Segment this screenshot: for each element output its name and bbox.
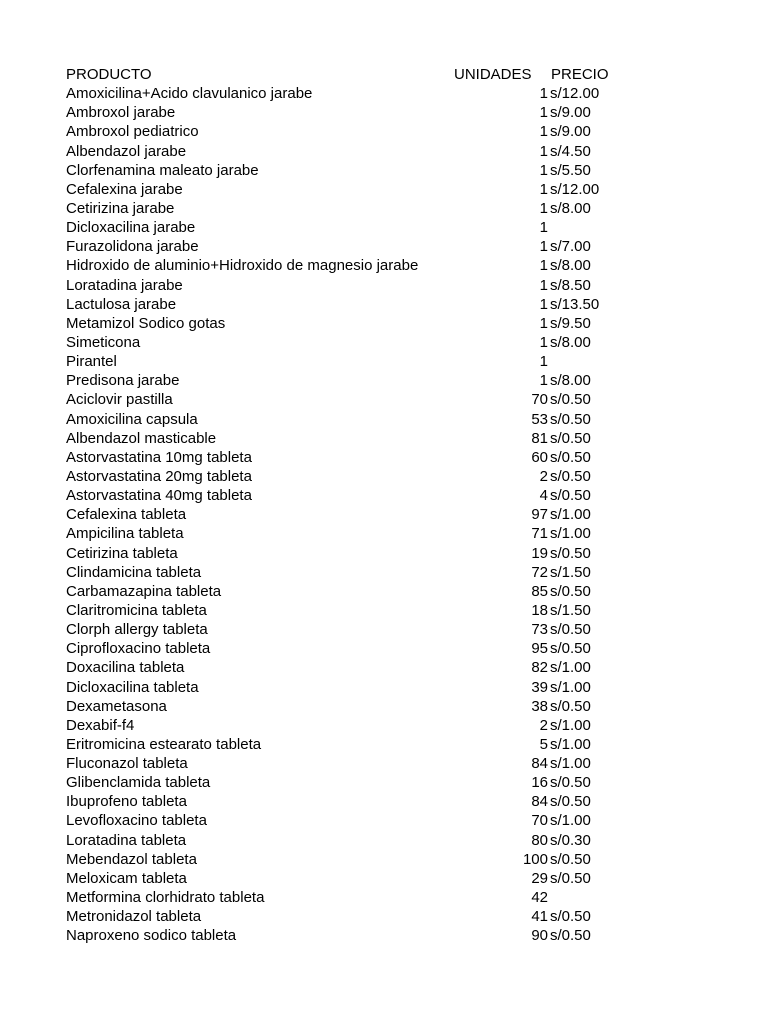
- table-row: [0, 237, 768, 256]
- units-value: 1: [539, 123, 548, 141]
- units-value: 18: [531, 601, 548, 619]
- price-value: s/7.00: [550, 238, 591, 256]
- units-value: 41: [531, 908, 548, 926]
- product-name: Astorvastatina 20mg tableta: [66, 467, 252, 485]
- table-row: [0, 180, 768, 199]
- units-value: 100: [522, 850, 548, 868]
- table-row: [0, 524, 768, 543]
- units-value: 29: [531, 869, 548, 887]
- table-row: [0, 907, 768, 926]
- table-row: [0, 544, 768, 563]
- units-value: 97: [531, 506, 548, 524]
- table-row: [0, 122, 768, 141]
- units-value: 1: [539, 85, 548, 103]
- table-row: [0, 84, 768, 103]
- price-value: s/4.50: [550, 142, 591, 160]
- product-name: Dicloxacilina jarabe: [66, 219, 196, 237]
- product-name: Cefalexina jarabe: [66, 180, 183, 198]
- product-name: Cefalexina tableta: [66, 506, 187, 524]
- price-value: s/5.50: [550, 161, 591, 179]
- price-value: s/0.50: [550, 774, 591, 792]
- table-row: [0, 850, 768, 869]
- table-row: [0, 142, 768, 161]
- units-value: 90: [531, 927, 548, 945]
- units-value: 2: [539, 467, 548, 485]
- product-name: Cetirizina tableta: [66, 544, 178, 562]
- price-value: s/12.00: [550, 180, 600, 198]
- table-row: [0, 371, 768, 390]
- product-name: Albendazol masticable: [66, 429, 217, 447]
- product-name: Ciprofloxacino tableta: [66, 640, 211, 658]
- product-name: Eritromicina estearato tableta: [66, 735, 262, 753]
- units-value: 71: [531, 525, 548, 543]
- units-value: 1: [539, 314, 548, 332]
- table-row: [0, 486, 768, 505]
- product-name: Clorph allergy tableta: [66, 621, 208, 639]
- price-value: s/9.50: [550, 314, 591, 332]
- table-row: [0, 697, 768, 716]
- product-name: Naproxeno sodico tableta: [66, 927, 237, 945]
- table-row: [0, 218, 768, 237]
- table-row: [0, 505, 768, 524]
- price-value: s/8.00: [550, 257, 591, 275]
- product-name: Ambroxol pediatrico: [66, 123, 199, 141]
- product-name: Dicloxacilina tableta: [66, 678, 199, 696]
- product-name: Lactulosa jarabe: [66, 295, 177, 313]
- price-value: s/9.00: [550, 123, 591, 141]
- price-value: s/0.50: [550, 927, 591, 945]
- units-value: 60: [531, 448, 548, 466]
- units-value: 39: [531, 678, 548, 696]
- table-row: [0, 735, 768, 754]
- product-name: Loratadina tableta: [66, 831, 187, 849]
- table-row: [0, 831, 768, 850]
- price-value: s/8.00: [550, 372, 591, 390]
- price-value: s/0.30: [550, 831, 591, 849]
- price-value: s/0.50: [550, 582, 591, 600]
- header-price: PRECIO: [551, 66, 609, 83]
- units-value: 1: [539, 238, 548, 256]
- table-row: [0, 256, 768, 275]
- price-value: s/0.50: [550, 640, 591, 658]
- units-value: 72: [531, 563, 548, 581]
- product-name: Metamizol Sodico gotas: [66, 314, 226, 332]
- units-value: 1: [539, 276, 548, 294]
- product-name: Levofloxacino tableta: [66, 812, 207, 830]
- price-value: s/1.00: [550, 716, 591, 734]
- table-row: [0, 639, 768, 658]
- product-name: Simeticona: [66, 333, 141, 351]
- table-row: [0, 448, 768, 467]
- price-value: s/0.50: [550, 429, 591, 447]
- product-name: Carbamazapina tableta: [66, 582, 222, 600]
- units-value: 38: [531, 697, 548, 715]
- units-value: 1: [539, 142, 548, 160]
- table-row: [0, 429, 768, 448]
- units-value: 2: [539, 716, 548, 734]
- product-name: Hidroxido de aluminio+Hidroxido de magnesio jarabe: [66, 257, 419, 275]
- product-name: Ibuprofeno tableta: [66, 793, 187, 811]
- header-row: [0, 65, 768, 84]
- table-row: [0, 811, 768, 830]
- product-name: Furazolidona jarabe: [66, 238, 199, 256]
- units-value: 42: [531, 889, 548, 907]
- header-product: PRODUCTO: [66, 66, 152, 83]
- units-value: 95: [531, 640, 548, 658]
- product-name: Clindamicina tableta: [66, 563, 202, 581]
- product-name: Fluconazol tableta: [66, 755, 188, 773]
- product-name: Dexabif-f4: [66, 716, 135, 734]
- price-value: s/1.00: [550, 525, 591, 543]
- units-value: 1: [539, 372, 548, 390]
- table-row: [0, 773, 768, 792]
- price-value: s/13.50: [550, 295, 600, 313]
- table-row: [0, 658, 768, 677]
- price-value: s/9.00: [550, 104, 591, 122]
- table-row: [0, 563, 768, 582]
- units-value: 73: [531, 621, 548, 639]
- price-value: s/1.50: [550, 601, 591, 619]
- table-row: [0, 601, 768, 620]
- product-name: Amoxicilina+Acido clavulanico jarabe: [66, 85, 313, 103]
- table-row: [0, 333, 768, 352]
- price-value: s/0.50: [550, 869, 591, 887]
- units-value: 1: [539, 257, 548, 275]
- table-row: [0, 103, 768, 122]
- price-value: s/1.00: [550, 812, 591, 830]
- product-name: Mebendazol tableta: [66, 850, 197, 868]
- table-row: [0, 410, 768, 429]
- table-row: [0, 582, 768, 601]
- product-name: Metronidazol tableta: [66, 908, 202, 926]
- units-value: 4: [539, 487, 548, 505]
- product-name: Ambroxol jarabe: [66, 104, 176, 122]
- price-value: s/8.50: [550, 276, 591, 294]
- price-value: s/0.50: [550, 544, 591, 562]
- units-value: 19: [531, 544, 548, 562]
- product-table: [0, 65, 768, 945]
- product-name: Metformina clorhidrato tableta: [66, 889, 265, 907]
- product-name: Astorvastatina 40mg tableta: [66, 487, 252, 505]
- table-row: [0, 199, 768, 218]
- table-row: [0, 678, 768, 697]
- price-value: s/0.50: [550, 850, 591, 868]
- price-value: s/0.50: [550, 697, 591, 715]
- price-value: s/1.00: [550, 755, 591, 773]
- units-value: 1: [539, 295, 548, 313]
- units-value: 1: [539, 104, 548, 122]
- units-value: 84: [531, 755, 548, 773]
- product-name: Albendazol jarabe: [66, 142, 187, 160]
- price-value: s/1.00: [550, 506, 591, 524]
- price-value: s/8.00: [550, 333, 591, 351]
- product-name: Astorvastatina 10mg tableta: [66, 448, 252, 466]
- units-value: 70: [531, 391, 548, 409]
- table-row: [0, 390, 768, 409]
- product-name: Amoxicilina capsula: [66, 410, 198, 428]
- units-value: 1: [539, 199, 548, 217]
- price-value: s/0.50: [550, 793, 591, 811]
- header-units: UNIDADES: [454, 66, 532, 83]
- price-value: s/1.00: [550, 659, 591, 677]
- product-name: Pirantel: [66, 353, 117, 371]
- product-name: Claritromicina tableta: [66, 601, 207, 619]
- units-value: 84: [531, 793, 548, 811]
- table-row: [0, 888, 768, 907]
- price-value: s/0.50: [550, 410, 591, 428]
- price-value: s/0.50: [550, 487, 591, 505]
- price-value: s/0.50: [550, 467, 591, 485]
- table-row: [0, 467, 768, 486]
- table-body: [0, 84, 768, 945]
- units-value: 1: [539, 180, 548, 198]
- product-name: Ampicilina tableta: [66, 525, 184, 543]
- price-value: s/0.50: [550, 908, 591, 926]
- units-value: 1: [539, 353, 548, 371]
- table-row: [0, 620, 768, 639]
- price-value: s/8.00: [550, 199, 591, 217]
- table-row: [0, 161, 768, 180]
- price-value: s/0.50: [550, 391, 591, 409]
- table-row: [0, 716, 768, 735]
- table-row: [0, 792, 768, 811]
- units-value: 85: [531, 582, 548, 600]
- table-row: [0, 926, 768, 945]
- price-value: s/1.50: [550, 563, 591, 581]
- table-row: [0, 754, 768, 773]
- product-name: Meloxicam tableta: [66, 869, 187, 887]
- units-value: 53: [531, 410, 548, 428]
- product-name: Dexametasona: [66, 697, 167, 715]
- product-name: Glibenclamida tableta: [66, 774, 211, 792]
- price-value: s/0.50: [550, 621, 591, 639]
- product-name: Doxacilina tableta: [66, 659, 185, 677]
- units-value: 1: [539, 219, 548, 237]
- table-row: [0, 295, 768, 314]
- units-value: 16: [531, 774, 548, 792]
- units-value: 70: [531, 812, 548, 830]
- price-value: s/1.00: [550, 678, 591, 696]
- units-value: 5: [539, 735, 548, 753]
- price-value: s/0.50: [550, 448, 591, 466]
- table-row: [0, 869, 768, 888]
- units-value: 80: [531, 831, 548, 849]
- product-name: Loratadina jarabe: [66, 276, 183, 294]
- table-row: [0, 314, 768, 333]
- product-name: Cetirizina jarabe: [66, 199, 175, 217]
- price-value: s/12.00: [550, 85, 600, 103]
- table-row: [0, 276, 768, 295]
- units-value: 1: [539, 333, 548, 351]
- price-value: s/1.00: [550, 735, 591, 753]
- units-value: 82: [531, 659, 548, 677]
- units-value: 1: [539, 161, 548, 179]
- product-name: Aciclovir pastilla: [66, 391, 173, 409]
- product-name: Predisona jarabe: [66, 372, 180, 390]
- table-row: [0, 352, 768, 371]
- product-name: Clorfenamina maleato jarabe: [66, 161, 259, 179]
- units-value: 81: [531, 429, 548, 447]
